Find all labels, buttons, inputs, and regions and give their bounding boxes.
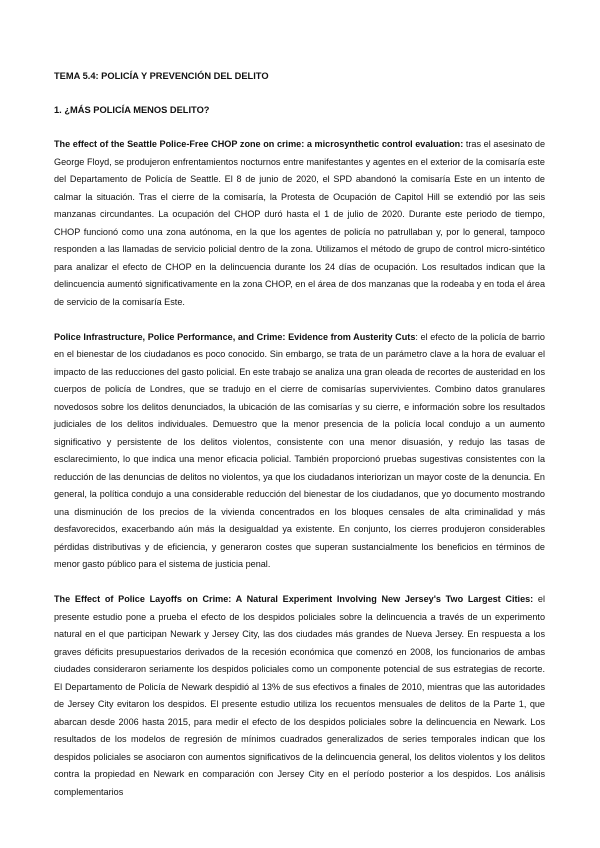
paper-title: The effect of the Seattle Police-Free CHOP zone on crime: a microsynthetic control evaluation:	[54, 139, 464, 149]
paper-summary: tras el asesinato de George Floyd, se produjeron enfrentamientos nocturnos entre manifestantes y agentes en el exterior de la comisaría este del Departamento de Policía de Seattle. El 8 de junio de 2020, el SPD abandonó la comisaría Este en un intento de calmar la situación. Tras el cierre de la comisaría, la Protesta de Ocupación de Capitol Hill se extendió por las seis manzanas circundantes. La ocupación del CHOP duró hasta el 1 de julio de 2020. Durante este periodo de tiempo, CHOP funcionó como una zona autónoma, en la que los agentes de policía no patrullaban y, por lo general, tampoco responden a las llamadas de servicio policial dentro de la zona. Utilizamos el método de grupo de control micro-sintético para analizar el efecto de CHOP en la delincuencia durante los 24 días de ocupación. Los resultados indican que la delincuencia aumentó significativamente en la zona CHOP, en el área de dos manzanas que la rodeaba y en toda el área de servicio de la comisaría Este.	[54, 139, 545, 307]
paper-title: Police Infrastructure, Police Performance, and Crime: Evidence from Austerity Cuts	[54, 331, 416, 342]
paper-entry-austerity-cuts	[54, 329, 545, 574]
paper-summary: : el efecto de la policía de barrio en el bienestar de los ciudadanos es poco conocido. Sin embargo, se trata de un parámetro clave a la hora de evaluar el impacto de las reducciones del gasto policial. En este trabajo se analiza una gran oleada de recortes de austeridad en los cuerpos de policía de Londres, que se tradujo en el cierre de comisarías supervivientes. Combino datos granulares novedosos sobre los delitos denunciados, la ubicación de las comisarías y su cierre, e información sobre los resultados judiciales de los delitos individuales. Demuestro que la menor presencia de la policía local condujo a un aumento significativo y persistente de los delitos violentos, consistente con una menor disuasión, y redujo las tasas de esclarecimiento, lo que indica una menor eficacia policial. También proporcionó pruebas sugestivas consistentes con la reducción de las denuncias de delitos no violentos, ya que los ciudadanos interiorizan un mayor coste de la denuncia. En general, la política condujo a una considerable reducción del bienestar de los ciudadanos, que yo documento mostrando una disminución de los precios de la vivienda concentrados en los bloques censales de alta criminalidad y más desfavorecidos, exacerbando aún más la desigualdad ya existente. En conjunto, los cierres produjeron considerables pérdidas distributivas y de eficiencia, y generaron costes que superan sustancialmente los beneficios en términos de menor gasto público para el sistema de justicia penal.	[54, 331, 545, 569]
paper-summary: el presente estudio pone a prueba el efecto de los despidos policiales sobre la delincuencia a través de un experimento natural en el que participan Newark y Jersey City, las dos ciudades más grandes de Nueva Jersey. En respuesta a los graves déficits presupuestarios derivados de la recesión económica que comenzó en 2008, los funcionarios de ambas ciudades consideraron seriamente los despidos policiales como un componente potencial de sus estrategias de recorte. El Departamento de Policía de Newark despidió al 13% de sus efectivos a finales de 2010, mientras que las autoridades de Jersey City evitaron los despidos. El presente estudio utiliza los recuentos mensuales de delitos de la Parte 1, que abarcan desde 2006 hasta 2015, para medir el efecto de los despidos policiales sobre la delincuencia en Newark. Los resultados de los modelos de regresión de mínimos cuadrados generalizados de series temporales indican que los despidos policiales se asociaron con aumentos significativos de la delincuencia general, los delitos violentos y los delitos contra la propiedad en Newark en comparación con Jersey City en el período posterior a los despidos. Los análisis complementarios	[54, 594, 546, 797]
paper-entry-seattle-chop	[54, 136, 545, 311]
document-page	[54, 68, 545, 819]
paper-entry-police-layoffs	[54, 591, 545, 801]
paper-title: The Effect of Police Layoffs on Crime: A Natural Experiment Involving New Jersey's Two Largest Cities:	[54, 594, 534, 604]
topic-title: TEMA 5.4: POLICÍA Y PREVENCIÓN DEL DELITO	[54, 71, 269, 81]
section-title: 1. ¿MÁS POLICÍA MENOS DELITO?	[54, 105, 210, 115]
